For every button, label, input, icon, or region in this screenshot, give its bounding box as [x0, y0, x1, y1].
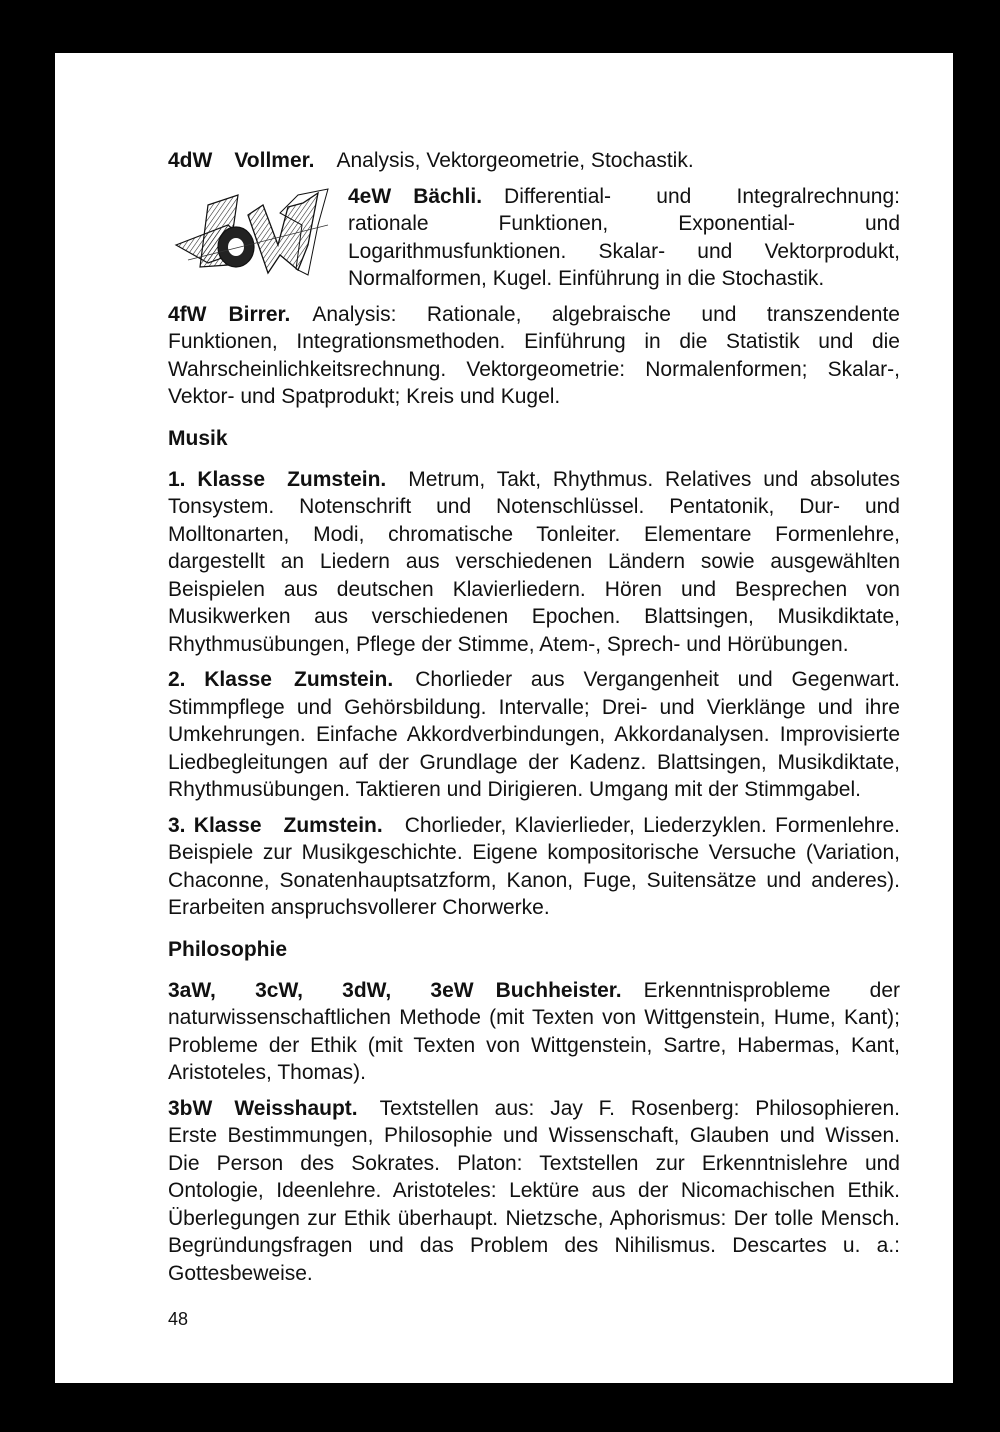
entry-4fw: [168, 301, 900, 411]
class-label: 4fW: [168, 302, 207, 326]
entry-text: Erkenntnisprobleme der naturwissenschaftlichen Methode (mit Texten von Wittgenstein, Hume, Kant); Probleme der Ethik (mit Texten von Wittgenstein, Sartre, Habermas, Kant, Aristoteles, Thomas).: [168, 978, 900, 1084]
entry-text: Differential- und Integralrechnung: rationale Funktionen, Exponential- und Logarithmusfunktionen. Skalar- und Vektorprodukt, Normalformen, Kugel. Einführung in die Stochastik.: [348, 184, 900, 290]
document-page: [55, 53, 953, 1383]
page-number: 48: [168, 1309, 189, 1329]
class-logo-4ew: [168, 183, 348, 293]
page-content: [168, 147, 900, 1295]
entry-philosophie-1: [168, 977, 900, 1087]
class-label: 1. Klasse: [168, 467, 266, 491]
teacher-name: Birrer.: [228, 302, 291, 326]
entry-text: Chorlieder, Klavierlieder, Liederzyklen. Formenlehre. Beispiele zur Musikgeschichte. Eigene kompositorische Versuche (Variation, Chaconne, Sonatenhauptsatzform, Kanon, Fuge, Suitensätze und anderes). Erarbeiten anspruchsvollerer Chorwerke.: [168, 813, 900, 919]
class-label: 3bW: [168, 1096, 213, 1120]
teacher-name: Weisshaupt.: [234, 1096, 358, 1120]
class-label: 4dW: [168, 149, 213, 172]
teacher-name: Zumstein.: [294, 668, 394, 691]
entry-text: Chorlieder aus Vergangenheit und Gegenwart. Stimmpflege und Gehörsbildung. Intervalle; Drei- und Vierklänge und ihre Umkehrungen. Einfache Akkordverbindungen, Akkordanalysen. Improvisierte Liedbegleitungen auf der Grundlage der Kadenz. Blattsingen, Musikdiktate, Rhythmusübungen. Taktieren und Dirigieren. Umgang mit der Stimmgabel.: [168, 668, 900, 801]
entry-philosophie-2: [168, 1095, 900, 1288]
class-label: 3. Klasse: [168, 813, 262, 837]
entry-musik-3: [168, 812, 900, 922]
entry-4ew: [348, 183, 900, 293]
entry-text: Textstellen aus: Jay F. Rosenberg: Philosophieren. Erste Bestimmungen, Philosophie und Wissenschaft, Glauben und Wissen. Die Person des Sokrates. Platon: Textstellen zur Erkenntnislehre und Ontologie, Ideenlehre. Aristoteles: Lektüre aus der Nicomachischen Ethik. Überlegungen zur Ethik überhaupt. Nietzsche, Aphorismus: Der tolle Mensch. Begründungsfragen und das Problem des Nihilismus. Descartes u. a.: Gottesbeweise.: [168, 1096, 900, 1285]
entry-musik-1: [168, 466, 900, 659]
entry-musik-2: [168, 666, 900, 804]
entry-text: Metrum, Takt, Rhythmus. Relatives und absolutes Tonsystem. Notenschrift und Notenschlüssel. Pentatonik, Dur- und Molltonarten, Modi, chromatische Tonleiter. Elementare Formenlehre, dargestellt an Liedern aus verschiedenen Ländern sowie ausgewählten Beispielen aus deutschen Klavierliedern. Hören und Besprechen von Musikwerken aus verschiedenen Epochen. Blattsingen, Musikdiktate, Rhythmusübungen, Pflege der Stimme, Atem-, Sprech- und Hörübungen.: [168, 467, 900, 656]
section-heading-musik: Musik: [168, 426, 228, 450]
class-label: 4eW: [348, 184, 392, 208]
entry-4ew-row: [168, 183, 900, 293]
teacher-name: Zumstein.: [283, 813, 383, 837]
entry-text: Analysis, Vektorgeometrie, Stochastik.: [336, 149, 694, 172]
class-label: 2. Klasse: [168, 668, 272, 691]
entry-text: Analysis: Rationale, algebraische und transzendente Funktionen, Integrationsmethoden. Einführung in die Statistik und die Wahrscheinlichkeitsrechnung. Vektorgeometrie: Normalenformen; Skalar-, Vektor- und Spatprodukt; Kreis und Kugel.: [168, 302, 900, 408]
teacher-name: Zumstein.: [287, 467, 387, 491]
entry-4dw: [168, 147, 900, 175]
teacher-name: Vollmer.: [234, 149, 315, 172]
class-label: 3aW, 3cW, 3dW, 3eW: [168, 978, 474, 1002]
section-heading-philosophie: Philosophie: [168, 937, 288, 961]
teacher-name: Buchheister.: [495, 978, 622, 1002]
teacher-name: Bächli.: [413, 184, 483, 208]
